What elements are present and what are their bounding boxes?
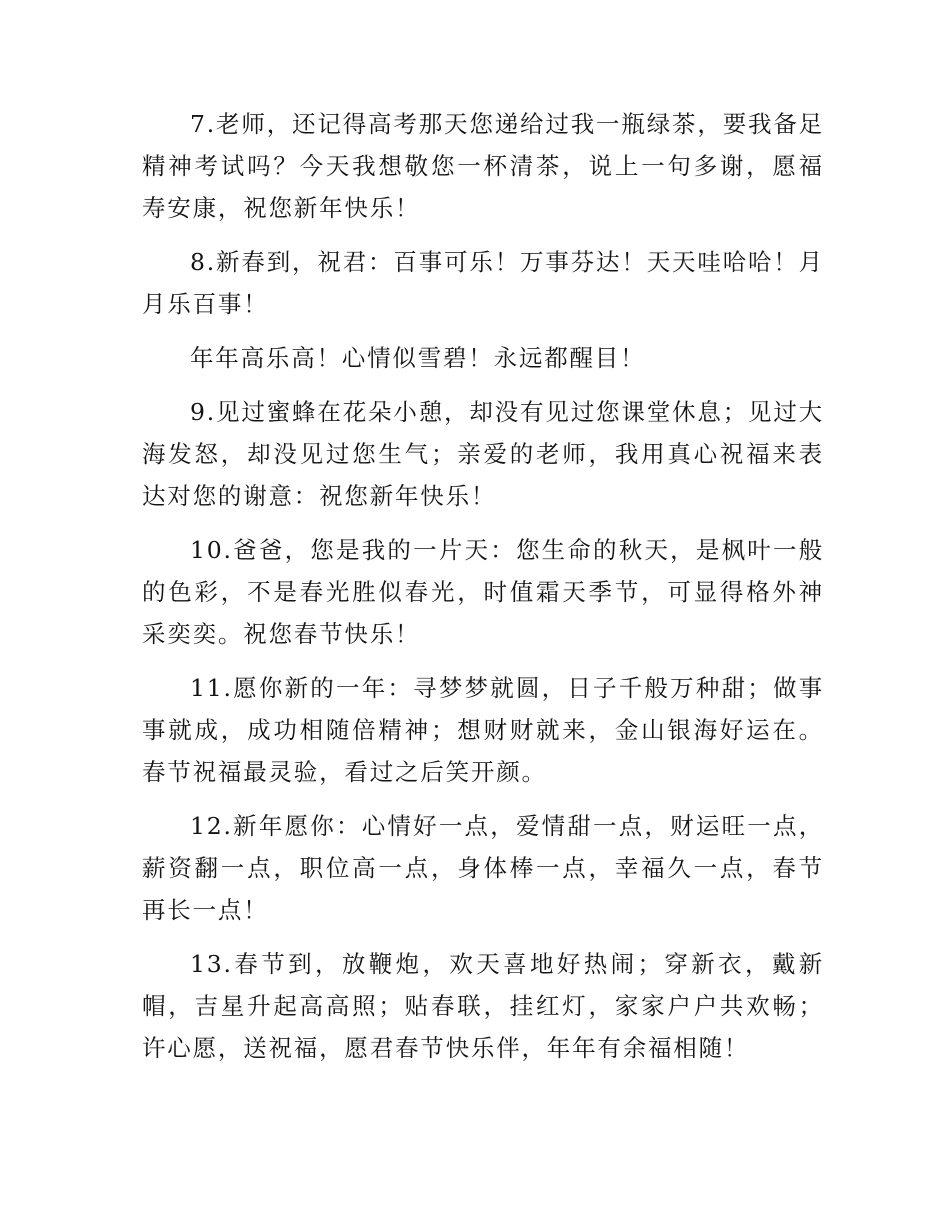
- paragraph-11: 11.愿你新的一年：寻梦梦就圆，日子千般万种甜；做事事就成，成功相随倍精神；想财财就来，金山银海好运在。春节祝福最灵验，看过之后笑开颜。: [142, 674, 824, 786]
- paragraph-12: 12.新年愿你：心情好一点，爱情甜一点，财运旺一点，薪资翻一点，职位高一点，身体棒一点，幸福久一点，春节再长一点！: [142, 812, 824, 924]
- paragraph-7: 7.老师，还记得高考那天您递给过我一瓶绿茶，要我备足精神考试吗？今天我想敬您一杯清茶，说上一句多谢，愿福寿安康，祝您新年快乐！: [142, 110, 824, 222]
- paragraph-10: 10.爸爸，您是我的一片天：您生命的秋天，是枫叶一般的色彩，不是春光胜似春光，时值霜天季节，可显得格外神采奕奕。祝您春节快乐！: [142, 536, 824, 648]
- paragraph-8: 8.新春到，祝君：百事可乐！万事芬达！天天哇哈哈！月月乐百事！: [142, 248, 824, 318]
- paragraph-8-continued: 年年高乐高！心情似雪碧！永远都醒目！: [190, 344, 646, 372]
- paragraph-13: 13.春节到，放鞭炮，欢天喜地好热闹；穿新衣，戴新帽，吉星升起高高照；贴春联，挂红灯，家家户户共欢畅；许心愿，送祝福，愿君春节快乐伴，年年有余福相随！: [142, 950, 824, 1062]
- document-body: [142, 103, 824, 1081]
- paragraph-9: 9.见过蜜蜂在花朵小憩，却没有见过您课堂休息；见过大海发怒，却没见过您生气；亲爱的老师，我用真心祝福来表达对您的谢意：祝您新年快乐！: [142, 398, 824, 510]
